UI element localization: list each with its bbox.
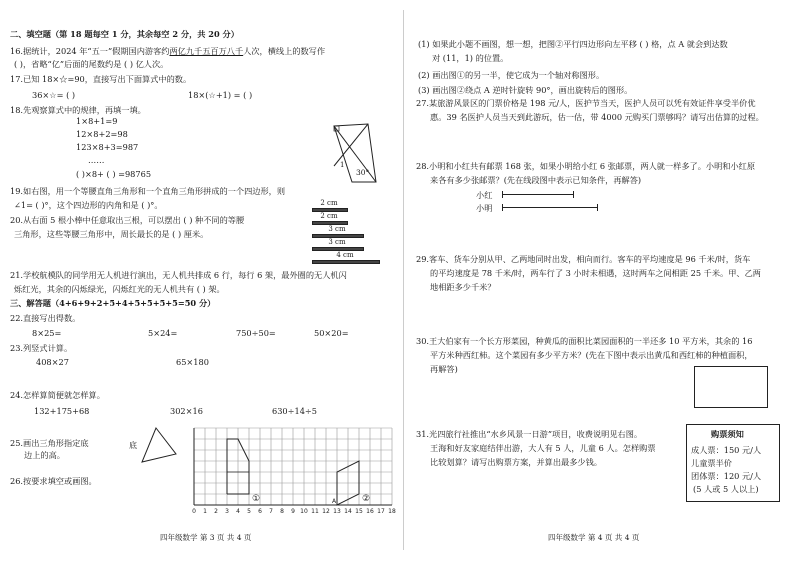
q28-tick-3	[502, 204, 503, 211]
q19-angle-mark: 1	[340, 161, 345, 169]
q18-dots: ……	[88, 155, 105, 165]
q20-line2: 三角形，这些等腰三角形中，周长最长的是 ( ) 厘米。	[14, 229, 209, 239]
q28-line1: 28.小明和小红共有邮票 168 张，如果小明给小红 6 张邮票，两人就一样多了。小明和小红原	[416, 161, 756, 171]
q31-line2: 王海和好友家庭结伴出游，大人有 5 人，儿童 6 人。怎样购票	[430, 443, 656, 453]
grid-tick-label: 12	[322, 508, 330, 515]
stick-label-2: 2 cm	[320, 212, 338, 220]
q19-angle-label: 30°	[356, 168, 370, 177]
q30-line2: 平方米种西红柿。这个菜园有多少平方米？(先在下图中表示出黄瓜和西红柿的种植面积，	[430, 350, 753, 360]
q18-line5: ( )×8+ ( ) =98765	[76, 169, 152, 179]
q18-line3: 123×8+3=987	[76, 142, 139, 152]
q29-line1: 29.客车、货车分别从甲、乙两地同时出发，相向而行。客车的平均速度是 96 千米/时，货车	[416, 254, 751, 264]
q16-line1: 16.据统计，2024 年“五一”假期国内游客约两亿九千五百万八千人次，横线上的数写作	[10, 46, 326, 56]
grid-tick-label: 0	[192, 508, 196, 515]
q24-item-3: 630÷14÷5	[272, 406, 317, 416]
q25-line1: 25.画出三角形指定底	[10, 438, 89, 448]
grid-tick-label: 11	[311, 508, 319, 515]
q28-xiaoming-segment	[502, 207, 598, 208]
q23-item-2: 65×180	[176, 357, 209, 367]
r1-line1: (1) 如果此小题不画图，想一想，把图②平行四边形向左平移 ( ) 格，点 A 就会到达数	[418, 39, 728, 49]
r3-line: (3) 画出图②绕点 A 逆时针旋转 90°，画出旋转后的图形。	[418, 85, 633, 95]
q28-xiaohong-label: 小红	[476, 190, 493, 200]
grid-tick-label: 10	[300, 508, 308, 515]
q28-xiaohong-segment	[502, 194, 574, 195]
q17-title: 17.已知 18×☆=90，直接写出下面算式中的数。	[10, 74, 192, 84]
q30-garden-rectangle	[694, 366, 768, 408]
q21-line2: 烁红光，其余的闪烁绿光，闪烁红光的无人机共有 ( ) 架。	[14, 284, 225, 294]
grid-tick-label: 16	[366, 508, 374, 515]
q17-a: 36×☆= ( )	[32, 90, 76, 100]
grid-tick-label: 15	[355, 508, 363, 515]
q23-title: 23.列竖式计算。	[10, 343, 73, 353]
r2-line: (2) 画出图①的另一半，使它成为一个轴对称图形。	[418, 70, 605, 80]
q22-item-2: 5×24=	[148, 328, 178, 338]
grid-tick-label: 7	[269, 508, 273, 515]
q19-line1: 19.如右图，用一个等腰直角三角形和一个直角三角形拼成的一个四边形，则	[10, 186, 286, 196]
q29-line2: 的平均速度是 78 千米/时，两车行了 3 小时未相遇，这时两车之间相距 25 千米。甲、乙两	[430, 268, 761, 278]
q24-item-2: 302×16	[170, 406, 203, 416]
shape-2-label: ②	[362, 494, 371, 504]
shape-1-label: ①	[252, 494, 261, 504]
r1-line2: 对 (11，1) 的位置。	[432, 53, 509, 63]
q22-item-1: 8×25=	[32, 328, 62, 338]
q28-xiaoming-label: 小明	[476, 203, 493, 213]
notice-line3: 团体票：120 元/人	[691, 471, 762, 481]
q29-line3: 地相距多少千米？	[430, 282, 496, 292]
q21-line1: 21.学校航模队的同学用无人机进行演出，无人机共排成 6 行，每行 6 架，最外圈的无人机闪	[10, 270, 347, 280]
point-a-label: A	[332, 498, 337, 505]
q27-line1: 27.某旅游风景区的门票价格是 198 元/人，医护节当天，医护人员可以凭有效证件享受半价优	[416, 98, 756, 108]
q28-line2: 来各有多少张邮票？(先在线段图中表示已知条件，再解答)	[430, 175, 642, 185]
q18-line2: 12×8+2=98	[76, 129, 128, 139]
notice-line4: (5 人或 5 人以上)	[693, 484, 759, 494]
q28-tick-4	[597, 204, 598, 211]
grid-tick-label: 2	[214, 508, 218, 515]
q23-item-1: 408×27	[36, 357, 69, 367]
grid-tick-label: 5	[247, 508, 251, 515]
stick-label-4: 3 cm	[328, 238, 346, 246]
grid-tick-label: 8	[280, 508, 284, 515]
q25-triangle	[136, 424, 180, 466]
grid-tick-label: 13	[333, 508, 341, 515]
q24-title: 24.怎样算简便就怎样算。	[10, 390, 105, 400]
q19-line2: ∠1= ( )°，这个四边形的内角和是 ( )°。	[14, 200, 163, 210]
left-footer: 四年级数学 第 3 页 共 4 页	[160, 533, 252, 542]
section2-title: 二、填空题（第 18 题每空 1 分，其余每空 2 分，共 20 分）	[10, 29, 239, 39]
grid-tick-label: 9	[291, 508, 295, 515]
grid-tick-label: 14	[344, 508, 352, 515]
q22-item-3: 750÷50=	[236, 328, 276, 338]
notice-line2: 儿童票半价	[691, 458, 732, 468]
q28-tick-1	[502, 191, 503, 198]
right-footer: 四年级数学 第 4 页 共 4 页	[548, 533, 640, 542]
stick-label-5: 4 cm	[336, 251, 354, 259]
grid-tick-label: 17	[377, 508, 385, 515]
q20-line1: 20.从右面 5 根小棒中任意取出三根，可以摆出 ( ) 种不同的等腰	[10, 215, 245, 225]
q30-line1: 30.王大伯家有一个长方形菜园，种黄瓜的面积比菜园面积的一半还多 10 平方米，其余的 16	[416, 336, 753, 346]
q30-line3: 再解答)	[430, 364, 458, 374]
stick-label-1: 2 cm	[320, 199, 338, 207]
notice-line1: 成人票：150 元/人	[691, 445, 762, 455]
q25-line2: 边上的高。	[24, 450, 65, 460]
q17-b: 18×(☆+1) = ( )	[188, 90, 253, 100]
stick-5	[312, 260, 380, 264]
grid-tick-label: 3	[225, 508, 229, 515]
q19-quadrilateral-figure	[330, 120, 380, 190]
q18-line1: 1×8+1=9	[76, 116, 118, 126]
coordinate-grid	[184, 420, 398, 520]
grid-tick-label: 1	[203, 508, 207, 515]
q31-line3: 比较划算？请写出购票方案，并算出最多少钱。	[430, 457, 602, 467]
q24-item-1: 132+175+68	[34, 406, 90, 416]
q28-tick-2	[573, 191, 574, 198]
q31-line1: 31.光四旅行社推出“水乡风景一日游”项目，收费说明见右图。	[416, 429, 643, 439]
q18-title: 18.先观察算式中的规律，再填一填。	[10, 105, 146, 115]
grid-tick-label: 18	[388, 508, 396, 515]
q22-item-4: 50×20=	[314, 328, 349, 338]
section3-title: 三、解答题（4+6+9+2+5+4+5+5+5+5=50 分）	[10, 298, 216, 308]
q27-line2: 惠。39 名医护人员当天到此游玩，估一估，带 4000 元购买门票够吗？请写出估算的过程。	[430, 112, 764, 122]
notice-title: 购票须知	[711, 429, 744, 439]
q22-title: 22.直接写出得数。	[10, 313, 81, 323]
q16-line2: ( )，省略“亿”后面的尾数约是 ( ) 亿人次。	[14, 59, 169, 69]
page-divider	[403, 10, 404, 550]
ticket-notice-box	[686, 424, 780, 502]
grid-tick-label: 4	[236, 508, 240, 515]
stick-label-3: 3 cm	[328, 225, 346, 233]
grid-tick-label: 6	[258, 508, 262, 515]
q26-title: 26.按要求填空或画图。	[10, 476, 97, 486]
q25-base-label: 底	[129, 441, 137, 450]
